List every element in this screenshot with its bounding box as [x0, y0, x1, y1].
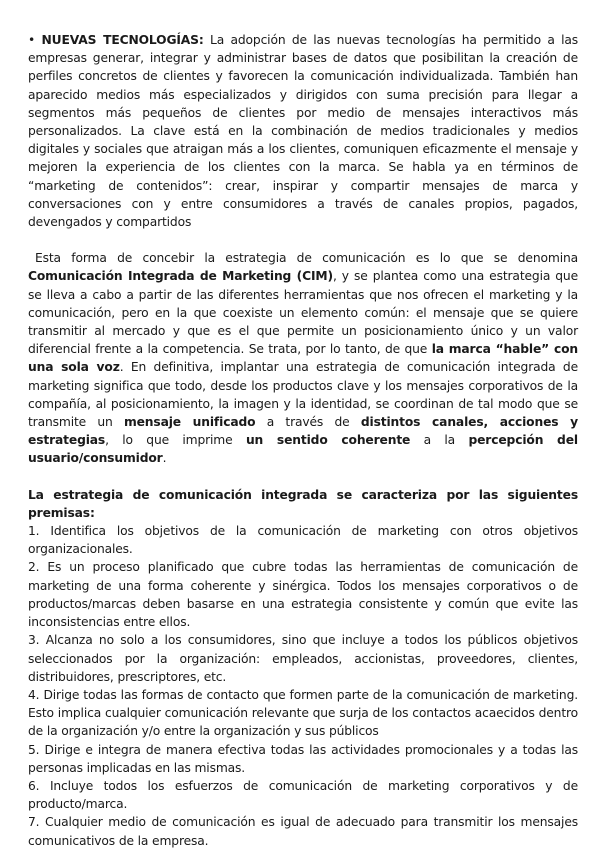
list-item: 2. Es un proceso planificado que cubre todas las herramientas de comunicación de marketing de una forma coherente y sinérgica. Todos los mensajes corporativos o de productos/marcas deben basarse en una estrategia consistente y común que evite las inconsistencias entre ellos.	[28, 560, 578, 630]
cim-bold-5: un sentido coherente	[245, 433, 411, 448]
cim-paragraph	[28, 249, 578, 467]
cim-text-2: , y se plantea como una estrategia que se lleva a cabo a partir de las diferentes herramientas que nos ofrecen el marketing y la comunicación, pero en la que coexiste un elemento común: el mensaje que se quiere transmitir al mercado y que es el que permite un posicionamiento único y un valor diferencial frente a la competencia. Se trata, por lo tanto, de que	[28, 269, 578, 357]
nuevas-tecnologias-paragraph	[28, 31, 578, 231]
cim-text-3: . En definitiva, implantar una estrategia de comunicación integrada de marketing significa que todo, desde los productos clave y los mensajes corporativos de la compañía, al posicionamiento, la imagen y la identidad, se coordinan de tal modo que se transmite un	[28, 360, 578, 430]
nuevas-tecnologias-heading: NUEVAS TECNOLOGÍAS:	[41, 33, 204, 47]
cim-text-7: .	[162, 451, 167, 466]
list-item: 3. Alcanza no solo a los consumidores, sino que incluye a todos los públicos objetivos seleccionados por la organización: empleados, accionistas, proveedores, clientes, distribuidores, prescriptores, etc.	[28, 633, 578, 684]
cim-text-4: a través de	[255, 415, 361, 430]
premisas-list	[28, 522, 578, 850]
cim-bold-4: distintos canales, acciones y estrategias	[28, 415, 578, 448]
cim-bold-1: Comunicación Integrada de Marketing (CIM)	[28, 269, 333, 284]
document-page	[28, 31, 578, 850]
premisas-heading	[28, 486, 578, 522]
premisas-heading-text: La estrategia de comunicación integrada se caracteriza por las siguientes premisas:	[28, 487, 578, 520]
cim-text-6: a la	[410, 433, 469, 448]
cim-bold-3: mensaje unificado	[123, 415, 256, 430]
cim-bold-6: percepción del usuario/consumidor	[28, 433, 578, 466]
bullet: •	[28, 33, 36, 47]
cim-text-5: , lo que imprime	[105, 433, 246, 448]
nuevas-tecnologias-text: La adopción de las nuevas tecnologías ha permitido a las empresas generar, integrar y administrar bases de datos que posibilitan la creación de perfiles concretos de clientes y favorecen la comunicación individualizada. También han aparecido medios más especializados y dirigidos con suma precisión para llegar a segmentos más pequeños de clientes por medio de mensajes interactivos más personalizados. La clave está en la combinación de medios tradicionales y medios digitales y sociales que atraigan más a los clientes, comuniquen eficazmente el mensaje y mejoren la experiencia de los clientes con la marca. Se habla ya en términos de “marketing de contenidos”: crear, inspirar y compartir mensajes de marca y conversaciones con y entre consumidores a través de canales propios, pagados, devengados y compartidos	[28, 33, 579, 230]
cim-bold-2: la marca “hable” con una sola voz	[28, 342, 578, 375]
cim-text-1: Esta forma de concebir la estrategia de comunicación es lo que se denomina	[35, 251, 578, 266]
spacer	[28, 231, 578, 249]
list-item: 1. Identifica los objetivos de la comunicación de marketing con otros objetivos organizacionales.	[28, 524, 578, 557]
list-item: 6. Incluye todos los esfuerzos de comunicación de marketing corporativos y de producto/marca.	[28, 778, 578, 812]
list-item: 4. Dirige todas las formas de contacto que formen parte de la comunicación de marketing. Esto implica cualquier comunicación relevante que surja de los contactos acaecidos dentro de la organización y/o entre la organización y sus públicos	[28, 687, 578, 739]
list-item: 5. Dirige e integra de manera efectiva todas las actividades promocionales y a todas las personas implicadas en las mismas.	[28, 742, 578, 775]
spacer	[28, 468, 578, 486]
list-item: 7. Cualquier medio de comunicación es igual de adecuado para transmitir los mensajes comunicativos de la empresa.	[28, 815, 578, 848]
